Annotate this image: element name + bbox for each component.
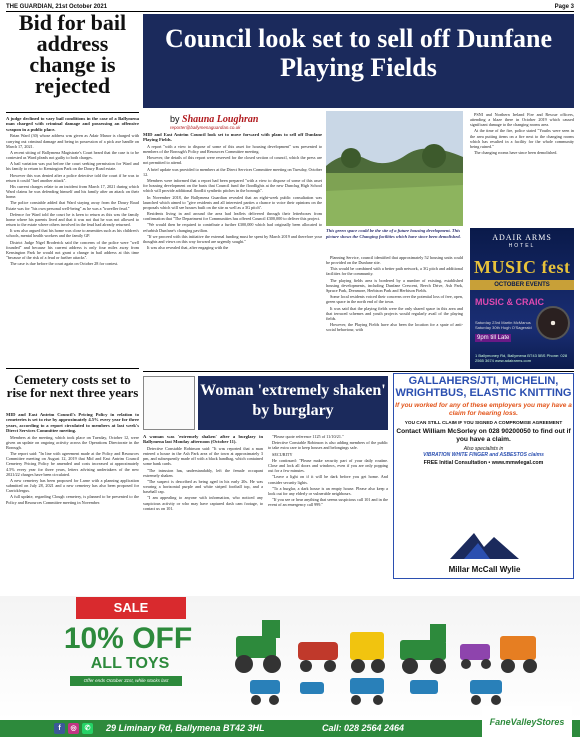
hotel-sub: HOTEL (508, 243, 536, 249)
council-headline-banner (143, 14, 574, 108)
divider (6, 112, 139, 113)
council-column-2 (326, 255, 463, 368)
paragraph: District Judge Nigel Broderick said the concerns of the police were "well founded" and because his current address is only four miles away from Kensington Park he would not grant a change in bail address at this time "because of the risk of a feud or further attacks". (6, 239, 139, 260)
paragraph: However, the Playing Fields have also been the location for a spate of anti-social behaviour, with (326, 322, 463, 333)
paragraph: Defence for Ward told the court he is keen to return as this was the family home where his parents lived and that it was not that he was not allowed to return to the estate where others involved in the feud had already returned. (6, 211, 139, 228)
paragraph: A woman was 'extremely shaken' after a burglary in Ballymena last Monday afternoon (October 11). (143, 434, 263, 445)
paragraph: "I am appealing to anyone with information, who noticed any suspicious activity or who may have captured dash cam footage, to contact us on 101. (143, 495, 263, 511)
playing-fields-photo (326, 111, 463, 226)
field-image (326, 111, 463, 226)
paragraph: A brief update was provided to members at the Direct Services Committee meeting on Tuesday, October 12. (143, 166, 322, 177)
paragraph: It was also argued that his home was close to amenities such as his children's schools, mental health workers and the family GP. (6, 228, 139, 239)
bail-headline: Bid for bail address change is rejected (18, 10, 127, 98)
paragraph: The police constable added that Ward staying away from the Doury Road Estate was for "his own personal well-being" as he was a "traveller feud." (6, 200, 139, 211)
music-fest-title: MUSIC fest (474, 257, 571, 277)
all-toys: ALL TOYS (90, 655, 170, 672)
paragraph: "If you see or hear anything that seems suspicious call 101 and in the event of an emergency call 999." (268, 497, 388, 508)
store-phone[interactable]: Call: 028 2564 2464 (322, 723, 405, 733)
paragraph: In November 2018, the Ballymena Guardian revealed that an eight-week public consultation was launched which aimed to "give residents and all interested parties a chance to voice their opinions on the proposals which will see houses built on the site as well as a 3G pitch". (143, 194, 322, 210)
paragraph: Some local residents voiced their concerns over the potential loss of free, open, green space in the north end of the town. (326, 294, 463, 305)
contact-line[interactable]: Contact William McSorley on 028 90200050 to find out if you have a claim. (396, 428, 571, 443)
paragraph: "Leave a light on if it will be dark before you get home. And consider security lights. (268, 474, 388, 485)
paragraph: "To a burglar, a dark house is an empty house. Please also keep a look out for any elderly or vulnerable neighbours. (268, 485, 388, 496)
paragraph: "The intrusion has, understandably, left the female occupant extremely shaken. (143, 467, 263, 478)
burglary-column-1 (143, 434, 263, 590)
paragraph: At the time of the fire, police stated "Youths were seen in the area putting items on a fire next to the changing rooms which has resulted in a facility for the whole community being ruined." (470, 128, 574, 149)
council-column-1 (143, 132, 322, 368)
photo-caption: This green space could be the site of a future housing development. This picture shows the Changing facilities which have since been demolished. (326, 228, 461, 239)
byline (170, 114, 320, 130)
paragraph: "Please quote reference 1125 of 11/10/21." (272, 434, 344, 439)
hearing-loss-subtitle: If you worked for any of these employers you may have a claim for hearing loss. (395, 402, 572, 417)
logo-mark-icon (412, 529, 557, 561)
paragraph: The playing fields area is bordered by a number of existing, established housing developments, including Dunfane Crescent, Beech Drive, Ash Park, Spruce Park, Dreamore, Herbison Park and Herbison Fields. (326, 277, 463, 293)
author-name: Shauna Loughran (182, 114, 259, 125)
paragraph: "The suspect is described as being aged in his early 20s. He was wearing a horizontal purple and white striped football top, and a baseball cap. (143, 478, 263, 495)
paragraph: A full update, regarding Clough cemetery, is planned to be presented to the Policy and Resources Committee meeting in November. (6, 494, 139, 505)
paper-date: THE GUARDIAN, 21st October 2021 (6, 3, 108, 10)
firm-name: Millar McCall Wylie (448, 565, 521, 574)
hearing-loss-ad[interactable] (393, 373, 574, 579)
whatsapp-icon[interactable]: ✆ (82, 723, 93, 734)
burglary-headline: Woman 'extremely shaken' by burglary (200, 382, 386, 419)
adair-arms-ad[interactable] (470, 228, 574, 369)
paragraph: The report said: "In line with agreement made at the Policy and Resources Committee meeting on August 12, 2019 that Mid and East Antrim Council Cemetery Pricing Policy be amended and costs increased at approximately 4.5% every year for three years, letters advising undertakers of the new 2021/22 charges have been circulated. (6, 451, 139, 477)
toy-sale-ad[interactable] (0, 596, 580, 737)
compromise-note: YOU CAN STILL CLAIM IF YOU SIGNED A COMPROMISE AGREEMENT (404, 420, 563, 425)
sale-badge: SALE (76, 597, 186, 619)
paragraph: A bail variation was put before the court seeking permission for Ward and his family to return to Kensington Park on the Doury Road estate. (6, 161, 139, 172)
cemetery-headline: Cemetery costs set to rise for next three years (6, 372, 139, 400)
paragraph: A report "with a view to dispose of some of this asset for housing development" was presented to members of the Borough's Policy and Resources Committee meeting. (143, 144, 322, 155)
paragraph: His current charges relate to an incident from March 17, 2021 during which Ward claims he was defending himself and his family after an attack on their home. (6, 184, 139, 200)
fane-valley-logo: FaneValleyStores (482, 706, 572, 737)
paragraph: Detective Constable Robinson said: "It was reported that a man entered a house in the Ash Park area of the town at approximately 3 pm, and subsequently made off with a black handbag, which contained some bank cards. (143, 446, 263, 467)
contact-bar (0, 717, 580, 737)
paragraph: It was said that the playing fields were the only shared space in this area and that terraced schemes and youth projects would regularly avail of the playing fields. (326, 305, 463, 321)
paragraph: Members at the meeting, which took place on Tuesday, October 12, were given an update on ongoing activity across the Operations Directorate in the Borough. (6, 434, 139, 450)
october-events-strip: OCTOBER EVENTS (470, 280, 574, 290)
discount: 10% OFF (63, 622, 193, 655)
paragraph: MID and East Antrim Council's Pricing Policy in relation to cemeteries is set to rise by approximately 4.5% every year for three years, according to a report circulated to members at last week's Direct Services Committee meeting. (6, 412, 139, 434)
burglary-column-2 (268, 434, 388, 590)
divider (143, 371, 574, 372)
page-number: Page 3 (554, 3, 574, 10)
paragraph: "We would then be required to contribute a further £300,000 which had originally been allocated to refurbish Dunfane's changing pavilion. (143, 222, 322, 233)
employers-title: GALLAHERS/JTI, MICHELIN, WRIGHTBUS, ELASTIC KNITTING (395, 375, 572, 399)
cemetery-article-body (6, 412, 139, 590)
paragraph: The case is due before the court again on October 28 for contest. (10, 261, 119, 267)
council-column-3 (470, 112, 574, 224)
specialists-label: Also specialists in (463, 446, 504, 452)
firm-logo (412, 529, 557, 574)
paragraph: Residents living in and around the area had leaflets delivered through their letterboxes from confirmation that "The Department for Communities has offered Council £300,000 to deliver this project. (143, 211, 322, 222)
paragraph: A new cemetery has been proposed for Larne with a planning application submitted on July 28, 2021 and a new cemetery has also been proposed for Carrickfergus. (6, 477, 139, 494)
paragraph: Members were informed that a report had been prepared "with a view to dispose of some of this asset for housing development on the basis that Council fund the floodlights at the new Dunclug High School which will provide additional floodlit synthetic pitches in the borough". (143, 178, 322, 194)
event-dates: Saturday 23rd Martin McManus Saturday 30th Hugh O'Sagerald (475, 320, 532, 330)
facebook-icon[interactable]: f (54, 723, 65, 734)
paragraph: SECURITY (272, 451, 293, 457)
paragraph: The changing rooms have since been demolished. (474, 150, 558, 156)
council-headline: Council look set to sell off Dunfane Playing Fields (164, 24, 553, 82)
hotel-name: ADAIR ARMS (492, 233, 552, 242)
article-thumbnail (143, 376, 195, 430)
divider (6, 368, 139, 369)
paragraph: Planning Service, council identified that approximately 52 housing units could be provided on the Dunfane site. (326, 255, 463, 266)
paragraph: "If we proceed with this initiative the external funding must be spent by March 2019 and therefore your thoughts and views on this way forward are urgently sought." (143, 233, 322, 244)
paragraph: PSNI and Northern Ireland Fire and Rescue officers, attending a blaze there in October 2019 which caused significant damage to the changing rooms area. (470, 112, 574, 128)
vwf-line: VIBRATION WHITE FINGER and ASBESTOS claims (423, 452, 544, 458)
consultation-line[interactable]: FREE Initial Consultation • www.mmwlegal.com (423, 460, 544, 466)
burglary-headline-banner (198, 376, 388, 430)
paragraph: Brian Ward (30) whose address was given as Adair Manor is charged with carrying out criminal damage and being in possession of a pick axe handle on March 17, 2021. (6, 133, 139, 149)
paragraph: However this was denied after a police detective told the court if he was to return it could "fuel another attack". (6, 172, 139, 183)
bail-article-body (6, 116, 139, 369)
hotel-contact: 1 Ballymoney Rd, Ballymena BT43 5BS Phone: 028 2565 3674 www.adairarms.com (475, 353, 568, 363)
offer-terms: Offer ends October 31st, while stocks last (70, 676, 182, 686)
paragraph: A recent sitting of Ballymena Magistrate's Court heard that the case is to be contested as Ward pleads not guilty to both charges. (6, 149, 139, 160)
event-time: 9pm till Late (477, 335, 510, 341)
store-address: 29 Liminary Rd, Ballymena BT42 3HL (106, 723, 265, 733)
instagram-icon[interactable]: ◎ (68, 723, 79, 734)
paragraph: However, the details of this report were reserved for the closed section of council, which the press are not permitted to attend. (143, 155, 322, 166)
paragraph: Detective Constable Robinson is also adding members of the public to take extra care to keep houses and belongings safe. (268, 440, 388, 451)
paragraph: He continued: "Please make security part of your daily routine. Close and lock all doors and windows, even if you are only popping out for a few minutes. (268, 457, 388, 474)
record-icon (536, 306, 570, 340)
paragraph: It was also revealed that, after engaging with the (147, 245, 229, 251)
author-email[interactable]: reporter@ballymenaguardian.co.uk (170, 125, 241, 130)
byline-prefix: by (170, 114, 180, 124)
paragraph: MID and East Antrim Council look set to move forward with plans to sell off Dunfane Playing Fields. (143, 132, 322, 143)
music-craic: MUSIC & CRAIC (475, 297, 544, 307)
paragraph: This would be combined with a better path network, a 3G pitch and additional facilities for the community. (326, 266, 463, 277)
paragraph: A judge declined to vary bail conditions in the case of a Ballymena man charged with criminal damage and possessing an offensive weapon in a public place. (6, 116, 139, 132)
